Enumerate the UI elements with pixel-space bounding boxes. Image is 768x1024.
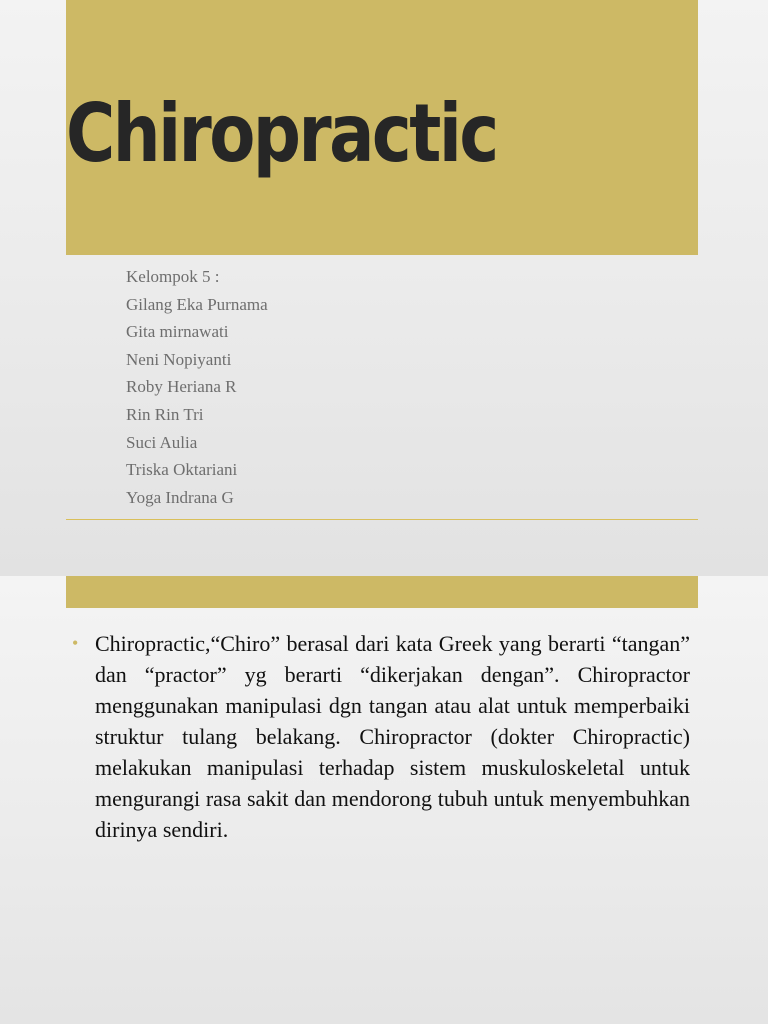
slide-title: Chiropractic bbox=[66, 87, 497, 180]
member-name: Gilang Eka Purnama bbox=[126, 294, 268, 314]
member-name: Gita mirnawati bbox=[126, 322, 229, 342]
content-slide bbox=[0, 576, 768, 1024]
bullet-icon: • bbox=[72, 633, 79, 653]
member-list bbox=[126, 263, 268, 511]
bullet-list bbox=[72, 628, 690, 845]
member-name: Yoga Indrana G bbox=[126, 487, 234, 507]
member-name: Rin Rin Tri bbox=[126, 404, 204, 424]
group-label: Kelompok 5 : bbox=[126, 267, 220, 286]
bullet-text: Chiropractic,“Chiro” berasal dari kata Greek yang berarti “tangan” dan “practor” yg berarti “dikerjakan dengan”. Chiropractor menggunakan manipulasi dgn tangan atau alat untuk memperbaiki struktur tulang belakang. Chiropractor (dokter Chiropractic) melakukan manipulasi terhadap sistem muskuloskeletal untuk mengurangi rasa sakit dan mendorong tubuh untuk menyembuhkan dirinya sendiri. bbox=[95, 631, 690, 842]
member-name: Neni Nopiyanti bbox=[126, 349, 232, 369]
member-name: Suci Aulia bbox=[126, 432, 198, 452]
divider-line bbox=[66, 519, 698, 520]
member-name: Triska Oktariani bbox=[126, 460, 238, 480]
header-band bbox=[66, 576, 698, 608]
member-name: Roby Heriana R bbox=[126, 377, 237, 397]
bullet-item bbox=[72, 628, 690, 845]
